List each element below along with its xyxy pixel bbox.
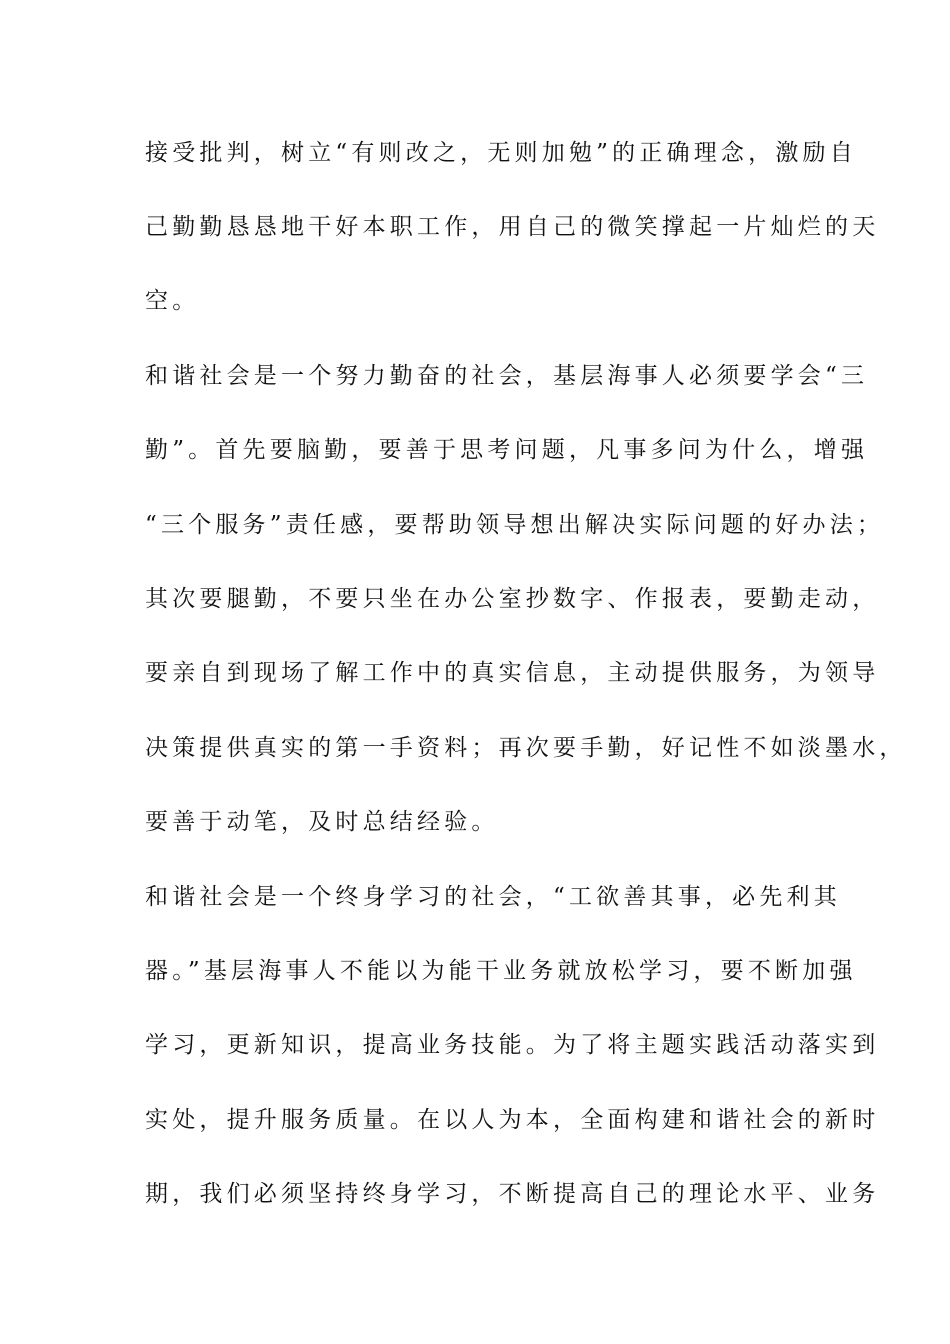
text-line: 要亲自到现场了解工作中的真实信息，主动提供服务，为领导 [145, 660, 880, 686]
text-line: 决策提供真实的第一手资料；再次要手勤，好记性不如淡墨水， [145, 735, 907, 761]
text-line: 其次要腿勤，不要只坐在办公室抄数字、作报表，要勤走动， [145, 586, 880, 612]
text-line: 空。 [145, 288, 200, 314]
text-line: 期，我们必须坚持终身学习，不断提高自己的理论水平、业务 [145, 1181, 880, 1207]
text-line: 勤”。首先要脑勤，要善于思考问题，凡事多问为什么，增强 [145, 437, 869, 463]
text-line: 要善于动笔，及时总结经验。 [145, 809, 499, 835]
text-line: 接受批判，树立“有则改之，无则加勉”的正确理念，激励自 [145, 140, 857, 166]
text-line: 实处，提升服务质量。在以人为本，全面构建和谐社会的新时 [145, 1107, 880, 1133]
text-line: 和谐社会是一个终身学习的社会，“工欲善其事，必先利其 [145, 884, 841, 910]
text-line: “三个服务”责任感，要帮助领导想出解决实际问题的好办法； [145, 512, 885, 538]
text-line: 学习，更新知识，提高业务技能。为了将主题实践活动落实到 [145, 1032, 880, 1058]
text-line: 器。”基层海事人不能以为能干业务就放松学习，要不断加强 [145, 958, 857, 984]
text-line: 和谐社会是一个努力勤奋的社会，基层海事人必须要学会“三 [145, 363, 869, 389]
text-line: 己勤勤恳恳地干好本职工作，用自己的微笑撑起一片灿烂的天 [145, 214, 880, 240]
